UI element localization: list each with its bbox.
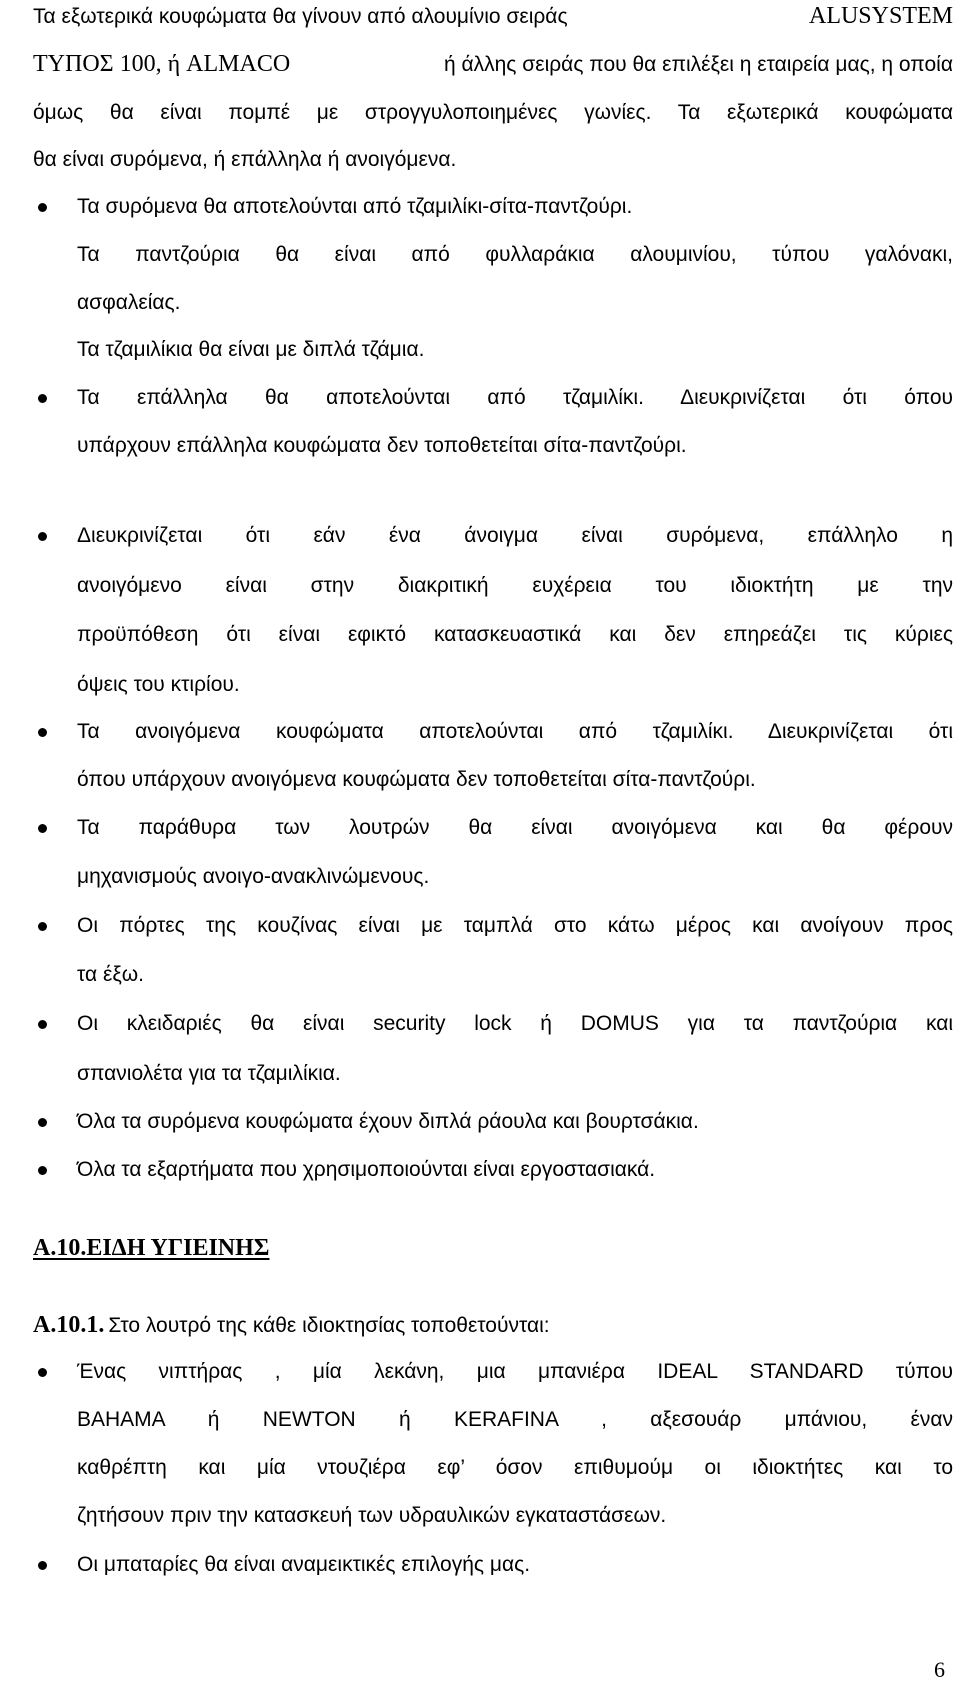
bullet-text-cont: μηχανισμούς ανοιγο-ανακλινώμενους. (77, 865, 430, 888)
bullet-text: Διευκρινίζεται ότι εάν ένα άνοιγμα είναι συρόμενα, επάλληλο η (77, 524, 953, 547)
bullet-text: Τα παράθυρα των λουτρών θα είναι ανοιγόμενα και θα φέρουν (77, 816, 953, 839)
bullet-text-cont: καθρέπτη και μία ντουζιέρα εφ’ όσον επιθυμούμ οι ιδιοκτήτες και το (77, 1456, 953, 1479)
bullet-text-cont: BAHAMA ή NEWTON ή KERAFINA , αξεσουάρ μπάνιου, έναν (77, 1408, 953, 1431)
bullet-text: Τα συρόμενα θα αποτελούνται από τζαμιλίκι-σίτα-παντζούρι. (77, 195, 633, 218)
bullet-dot (38, 922, 47, 931)
intro-line-4: θα είναι συρόμενα, ή επάλληλα ή ανοιγόμενα. (33, 148, 457, 171)
sub-line-pantzouria: Τα παντζούρια θα είναι από φυλλαράκια αλουμινίου, τύπου γαλόνακι, (77, 243, 953, 266)
bullet-text-cont: ανοιγόμενο είναι στην διακριτική ευχέρεια του ιδιοκτήτη με την (77, 574, 953, 597)
bullet-text-cont: τα έξω. (77, 963, 144, 986)
bullet-dot (38, 1020, 47, 1029)
bullet-text: Τα ανοιγόμενα κουφώματα αποτελούνται από τζαμιλίκι. Διευκρινίζεται ότι (77, 720, 953, 743)
bullet-dot (38, 1368, 47, 1377)
subsection-number: Α.10.1. (33, 1312, 105, 1338)
page-number: 6 (934, 1657, 945, 1682)
bullet-dot (38, 203, 47, 212)
bullet-dot (38, 1166, 47, 1175)
bullet-text-cont: ζητήσουν πριν την κατασκευή των υδραυλικών εγκαταστάσεων. (77, 1504, 667, 1527)
bullet-text: Οι κλειδαριές θα είναι security lock ή DOMUS για τα παντζούρια και (77, 1012, 953, 1035)
bullet-text: Οι πόρτες της κουζίνας είναι με ταμπλά στο κάτω μέρος και ανοίγουν προς (77, 914, 953, 937)
subsection-line (33, 1313, 550, 1337)
bullet-dot (38, 824, 47, 833)
bullet-text: Τα επάλληλα θα αποτελούνται από τζαμιλίκι. Διευκρινίζεται ότι όπου (77, 386, 953, 409)
intro-line-3: όμως θα είναι πομπέ με στρογγυλοποιημένες γωνίες. Τα εξωτερικά κουφώματα (33, 101, 953, 124)
bullet-text: Όλα τα συρόμενα κουφώματα έχουν διπλά ράουλα και βουρτσάκια. (77, 1110, 699, 1133)
bullet-text-cont: σπανιολέτα για τα τζαμιλίκια. (77, 1062, 341, 1085)
intro-line-2-brand: ΤΥΠΟΣ 100, ή ALMACO (33, 51, 291, 77)
bullet-dot (38, 1561, 47, 1570)
bullet-text: Οι μπαταρίες θα είναι αναμεικτικές επιλογής μας. (77, 1553, 531, 1576)
section-heading: Α.10.ΕΙΔΗ ΥΓΙΕΙΝΗΣ (33, 1235, 270, 1261)
bullet-dot (38, 394, 47, 403)
bullet-text-cont: όψεις του κτιρίου. (77, 673, 240, 696)
sub-line-tzamilikia: Τα τζαμιλίκια θα είναι με διπλά τζάμια. (77, 338, 425, 361)
bullet-dot (38, 728, 47, 737)
bullet-dot (38, 532, 47, 541)
intro-line-2-text: ή άλλης σειράς που θα επιλέξει η εταιρεία μας, η οποία (443, 53, 953, 76)
subsection-text: Στο λουτρό της κάθε ιδιοκτησίας τοποθετούνται: (108, 1314, 550, 1337)
bullet-text-cont: υπάρχουν επάλληλα κουφώματα δεν τοποθετείται σίτα-παντζούρι. (77, 434, 687, 457)
bullet-text: Ένας νιπτήρας , μία λεκάνη, μια μπανιέρα IDEAL STANDARD τύπου (77, 1360, 953, 1383)
intro-line-2 (33, 51, 953, 78)
bullet-text-cont: προϋπόθεση ότι είναι εφικτό κατασκευαστικά και δεν επηρεάζει τις κύριες (77, 623, 953, 646)
sub-line-pantzouria-cont: ασφαλείας. (77, 291, 181, 314)
bullet-text-cont: όπου υπάρχουν ανοιγόμενα κουφώματα δεν τοποθετείται σίτα-παντζούρι. (77, 768, 756, 791)
intro-line-1-text: Τα εξωτερικά κουφώματα θα γίνουν από αλουμίνιο σειράς (33, 5, 568, 28)
bullet-text: Όλα τα εξαρτήματα που χρησιμοποιούνται είναι εργοστασιακά. (77, 1158, 656, 1181)
intro-line-1-brand: ALUSYSTEM (808, 3, 953, 29)
intro-line-1 (33, 3, 953, 29)
bullet-dot (38, 1118, 47, 1127)
